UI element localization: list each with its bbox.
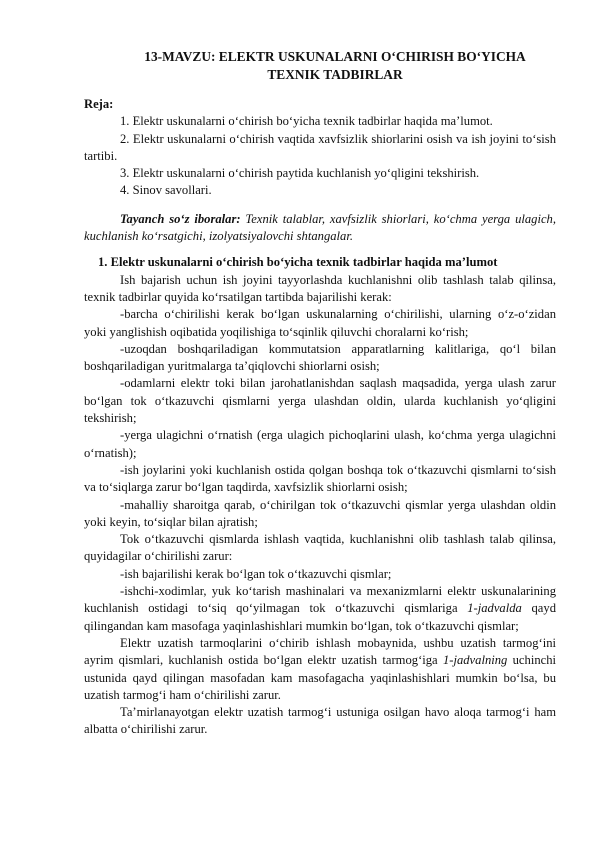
paragraph-body: Tok o‘tkazuvchi qismlarda ishlash vaqtida, kuchlanishni olib tashlash talab qilinsa, quyidagilar o‘chirilishi zarur: xyxy=(84,532,556,564)
plan-item-4: 4. Sinov savollari. xyxy=(120,183,212,198)
list-item: -ish bajarilishi kerak bo‘lgan tok o‘tkazuvchi qismlar; xyxy=(120,566,392,581)
list-item: -odamlarni elektr toki bilan jarohatlanishdan saqlash maqsadida, yerga ulash zarur bo‘lgan tok o‘tkazuvchi qismlarni yerga ulashdan oldin, ularda kuchlanish yo‘qligini tekshirish; xyxy=(84,376,556,426)
list-item: -yerga ulagichni o‘rnatish (erga ulagich pichoqlarini ulash, ko‘chma yerga ulagichni o‘rnatish); xyxy=(84,428,556,460)
list-item xyxy=(84,583,556,635)
paragraph-body xyxy=(84,635,556,704)
text-run: -ishchi-xodimlar, yuk ko‘tarish mashinalari va mexanizmlarni elektr uskunalarining kuchlanish ostidagi to‘siq qo‘yilmagan tok o‘tkazuvchi qismlariga xyxy=(84,584,556,616)
title-line-1: 13-MAVZU: ELEKTR USKUNALARNI O‘CHIRISH BO‘YICHA xyxy=(144,49,526,64)
section-heading: 1. Elektr uskunalarni o‘chirish bo‘yicha texnik tadbirlar haqida ma’lumot xyxy=(98,255,498,270)
text-run: qayd qilingandan kam masofaga yaqinlashishlari mumkin bo‘lgan, tok o‘tkazuvchi qismlar; xyxy=(84,601,556,633)
keywords-label: Tayanch so‘z iboralar: xyxy=(120,211,241,226)
text-run: uchinchi ustunida qayd qilingan masofadan kam masofagacha yaqinlashishlari mumkin bo‘lsa, bu uzatish tarmog‘i ham o‘chirilishi zarur. xyxy=(84,653,556,702)
list-item: -uzoqdan boshqariladigan kommutatsion apparatlarning kalitlariga, qo‘l bilan boshqariladigan yuritmalarga ta’qiqlovchi shiorlarni osish; xyxy=(84,341,556,374)
plan-item-2: 2. Elektr uskunalarni o‘chirish vaqtida xavfsizlik shiorlarini osish va ish joyini to‘sish tartibi. xyxy=(84,131,556,163)
keywords-paragraph xyxy=(84,211,556,246)
title-line-2: TEXNIK TADBIRLAR xyxy=(267,66,403,82)
table-reference: 1-jadvalning xyxy=(442,653,508,668)
text-run: Elektr uzatish tarmoqlarini o‘chirib ishlash mobaynida, ushbu uzatish tarmog‘ini ayrim qismlari, kuchlanish ostida bo‘lgan elektr uzatish tarmog‘iga xyxy=(84,635,556,668)
paragraph-body: Ta’mirlanayotgan elektr uzatish tarmog‘i ustuniga osilgan havo aloqa tarmog‘i ham albatta o‘chirilishi zarur. xyxy=(84,705,556,737)
keywords-text: Texnik talablar, xavfsizlik shiorlari, ko‘chma yerga ulagich, kuchlanish ko‘rsatgichi, izolyatsiyalovchi shtangalar. xyxy=(84,211,556,244)
plan-item-3: 3. Elektr uskunalarni o‘chirish paytida kuchlanish yo‘qligini tekshirish. xyxy=(120,166,480,181)
plan-item-1: 1. Elektr uskunalarni o‘chirish bo‘yicha texnik tadbirlar haqida ma’lumot. xyxy=(120,114,493,129)
paragraph-intro: Ish bajarish uchun ish joyini tayyorlashda kuchlanishni olib tashlash talab qilinsa, texnik tadbirlar quyida ko‘rsatilgan tartibda bajarilishi kerak: xyxy=(84,272,556,304)
plan-label: Reja: xyxy=(84,97,114,111)
list-item: -barcha o‘chirilishi kerak bo‘lgan uskunalarning o‘chirilishi, ularning o‘z-o‘zidan yoki yanglishish oqibatida yoqilishiga to‘sqinlik qiluvchi choralarni ko‘rish; xyxy=(84,307,556,339)
list-item: -ish joylarini yoki kuchlanish ostida qolgan boshqa tok o‘tkazuvchi qismlarni to‘sish va to‘siqlarga zarur bo‘lgan taqdirda, xavfsizlik shiorlarni osish; xyxy=(84,462,556,495)
table-reference: 1-jadvalda xyxy=(467,601,522,616)
document-content xyxy=(84,48,556,739)
page-title xyxy=(114,48,556,83)
list-item: -mahalliy sharoitga qarab, o‘chirilgan tok o‘tkazuvchi qismlar yerga ulashdan oldin yoki keyin, to‘siqlar bilan ajratish; xyxy=(84,497,556,529)
